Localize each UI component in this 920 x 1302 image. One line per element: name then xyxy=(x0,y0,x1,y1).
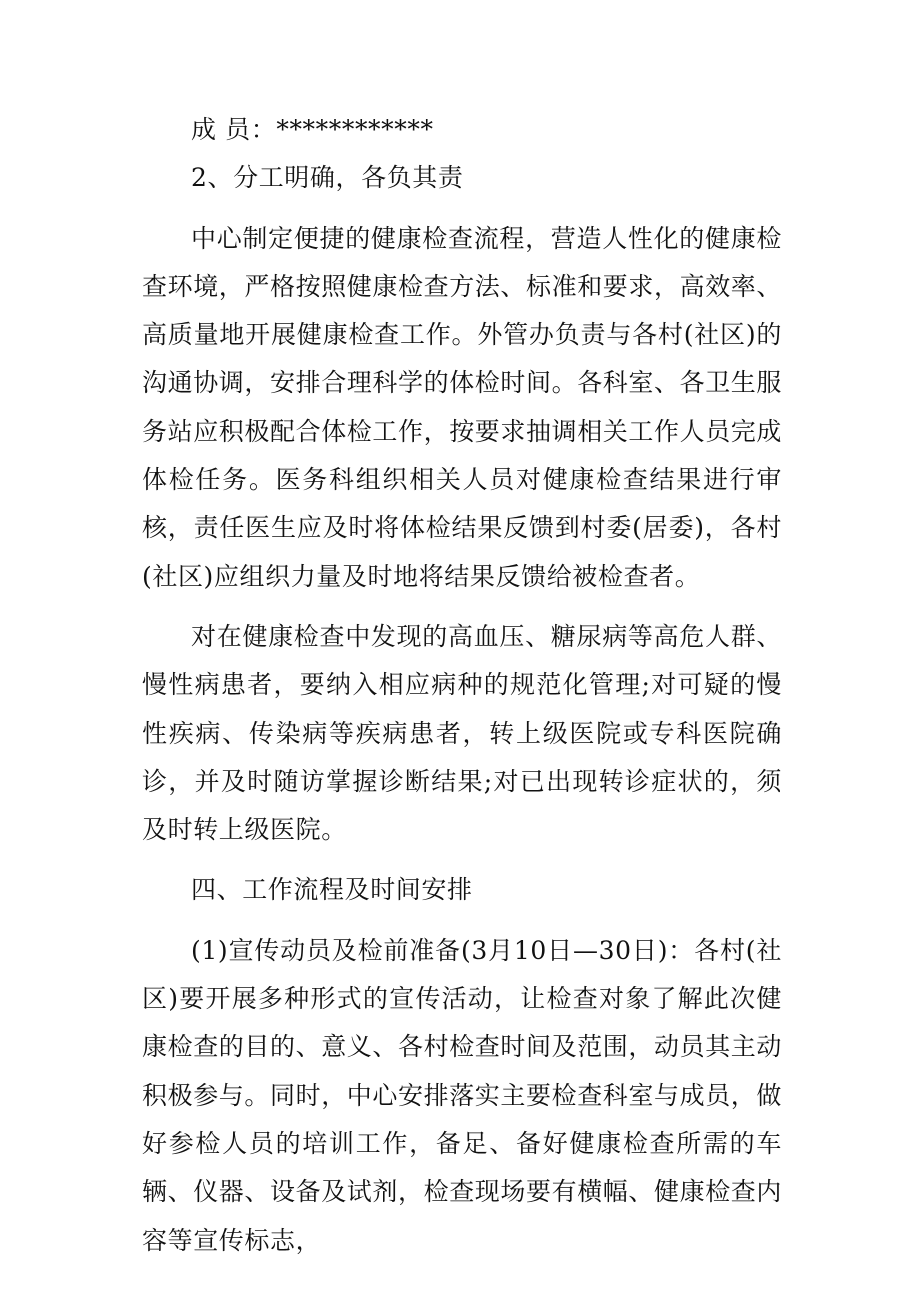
members-line: 成 员：************ xyxy=(191,115,434,144)
section-heading-workflow-schedule: 四、工作流程及时间安排 xyxy=(191,875,473,905)
document-body xyxy=(142,106,782,1265)
paragraph-publicity-preparation: (1)宣传动员及检前准备(3月10日—30日)：各村(社区)要开展多种形式的宣传活动，让检查对象了解此次健康检查的目的、意义、各村检查时间及范围，动员其主动积极参与。同时，中心安排落实主要检查科室与成员，做好参检人员的培训工作，备足、备好健康检查所需的车辆、仪器、设备及试剂，检查现场要有横幅、健康检查内容等宣传标志， xyxy=(142,935,783,1255)
section-heading-division-of-labor: 2、分工明确，各负其责 xyxy=(191,163,464,193)
paragraph-high-risk-management: 对在健康检查中发现的高血压、糖尿病等高危人群、慢性病患者，要纳入相应病种的规范化管理;对可疑的慢性疾病、传染病等疾病患者，转上级医院或专科医院确诊，并及时随访掌握诊断结果;对已出现转诊症状的，须及时转上级医院。 xyxy=(142,621,782,845)
paragraph-health-check-process: 中心制定便捷的健康检查流程，营造人性化的健康检查环境，严格按照健康检查方法、标准和要求，高效率、高质量地开展健康检查工作。外管办负责与各村(社区)的沟通协调，安排合理科学的体检时间。各科室、各卫生服务站应积极配合体检工作，按要求抽调相关工作人员完成体检任务。医务科组织相关人员对健康检查结果进行审核，责任医生应及时将体检结果反馈到村委(居委)，各村(社区)应组织力量及时地将结果反馈给被检查者。 xyxy=(142,223,783,591)
